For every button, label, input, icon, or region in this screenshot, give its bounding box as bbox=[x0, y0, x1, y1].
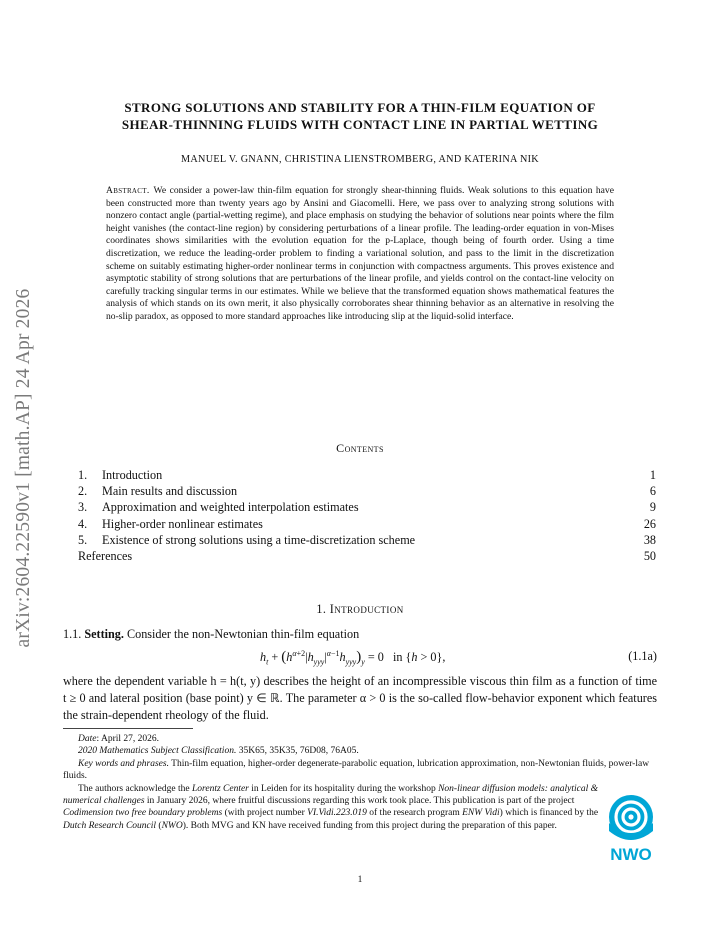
ack-text: in January 2026, where fruitful discussions regarding this work took place. This publication is part of the project bbox=[144, 796, 575, 807]
toc-page: 1 bbox=[649, 468, 656, 482]
ack-nwo: NWO bbox=[161, 820, 183, 831]
toc-title: Existence of strong solutions using a time-discretization scheme bbox=[102, 532, 416, 547]
abstract-text: We consider a power-law thin-film equation for strongly shear-thinning fluids. Weak solutions to this equation have been constructed more than twenty years ago by Ansini and Giacomelli. Here, we pass over to analyzing strong solutions with nonzero contact angle (partial-wetting regime), and place emphasis on studying the behavior of solutions near points where the film height vanishes (the contact-line region) by considering perturbations of a linear profile. The leading-order equation in von-Mises coordinates shows similarities with the evolution equation for the p-Laplace, though being of fourth order. Using a time discretization, we reduce the leading-order problem to finding a variational solution, and pass to the limit in the discretization scheme on suitably estimating higher-order nonlinear terms in conjunction with compactness arguments. This proves existence and asymptotic stability of strong solutions that are perturbations of the linear profile, and yields control on the contact-line velocity on carefully tracking singular terms in our estimates. While we believe that the transformed equation shows mathematical features the analysis of which stands on its own merit, it also physically corroborates shear thinning behavior as an alternative in resolving the no-slip paradox, as opposed to more standard approaches like introducing slip at the liquid-solid interface. bbox=[106, 185, 614, 322]
keywords-value: Thin-film equation, higher-order degenerate-parabolic equation, lubrication approximation, non-Newtonian fluids, power-law fluids. bbox=[63, 758, 650, 782]
toc-page: 26 bbox=[643, 516, 656, 531]
footnotes bbox=[63, 733, 657, 832]
footnote-keywords bbox=[63, 758, 657, 783]
ack-council: Dutch Research Council bbox=[63, 820, 157, 831]
toc-page: 50 bbox=[643, 548, 656, 563]
toc-page: 9 bbox=[649, 500, 656, 515]
intro-sentence: Consider the non-Newtonian thin-film equation bbox=[126, 627, 360, 641]
toc-title: References bbox=[78, 548, 133, 563]
body-paragraph: where the dependent variable h = h(t, y) describes the height of an incompressible viscous thin film as a function of time t ≥ 0 and lateral position (base point) y ∈ ℝ. The parameter α > 0 is the so-called flow-behavior exponent which features the strain-dependent rheology of the fluid. bbox=[63, 674, 657, 722]
toc-number: 5. bbox=[78, 532, 88, 547]
keywords-label: Key words and phrases. bbox=[78, 758, 169, 769]
contents-heading: Contents bbox=[336, 441, 384, 455]
ack-text: (with project number bbox=[222, 808, 308, 819]
msc-label: 2020 Mathematics Subject Classification. bbox=[78, 746, 237, 757]
ack-text: The authors acknowledge the bbox=[78, 783, 192, 794]
equation-formula: $h_t + (h^{\alpha+2}|h_{yyy}|^{\alpha-1}h_{yyy})_y = 0$ in {h > 0}, bbox=[260, 649, 446, 667]
ack-lorentz: Lorentz Center bbox=[191, 783, 249, 794]
toc-number: 4. bbox=[78, 516, 88, 531]
authors: MANUEL V. GNANN, CHRISTINA LIENSTROMBERG, AND KATERINA NIK bbox=[181, 154, 539, 165]
toc-number: 1. bbox=[78, 468, 88, 482]
ack-text: of the research program bbox=[366, 808, 463, 819]
toc-entry-higher-order[interactable] bbox=[78, 516, 656, 532]
abstract bbox=[106, 185, 614, 324]
date-label: Date bbox=[78, 734, 97, 744]
toc-entry-references[interactable] bbox=[78, 548, 656, 564]
toc-page: 6 bbox=[649, 484, 656, 499]
toc-entry-introduction[interactable] bbox=[78, 467, 656, 483]
ack-text: ) which is financed by the bbox=[499, 808, 599, 819]
arxiv-stamp[interactable]: arXiv:2604.22590v1 [math.AP] 24 Apr 2026 bbox=[13, 288, 34, 648]
toc-title: Approximation and weighted interpolation estimates bbox=[102, 500, 359, 515]
equation-tag: (1.1a) bbox=[628, 649, 657, 663]
nwo-logo-icon bbox=[607, 793, 655, 863]
toc-number: 2. bbox=[78, 484, 88, 499]
footnote-date bbox=[63, 733, 657, 745]
title-line-2: SHEAR-THINNING FLUIDS WITH CONTACT LINE IN PARTIAL WETTING bbox=[121, 117, 599, 132]
toc-page: 38 bbox=[643, 532, 656, 547]
ack-text: ). Both MVG and KN have received funding from this project during the preparation of this paper. bbox=[182, 820, 557, 831]
date-value: : April 27, 2026. bbox=[96, 734, 160, 744]
ack-program: ENW Vidi bbox=[462, 808, 500, 819]
ack-text: in Leiden for its hospitality during the workshop bbox=[248, 783, 439, 794]
ack-number: VI.Vidi.223.019 bbox=[307, 808, 367, 819]
title-line-1: STRONG SOLUTIONS AND STABILITY FOR A THIN-FILM EQUATION OF bbox=[124, 100, 596, 115]
page-number: 1 bbox=[357, 875, 363, 885]
footnote-msc bbox=[63, 745, 657, 757]
subsection-number: 1.1. bbox=[63, 627, 82, 641]
subsection-title: Setting. bbox=[84, 627, 124, 641]
abstract-label: Abstract. bbox=[106, 185, 150, 196]
toc-title: Main results and discussion bbox=[102, 484, 238, 499]
subsection-intro bbox=[63, 627, 657, 642]
msc-value: 35K65, 35K35, 76D08, 76A05. bbox=[236, 746, 359, 757]
paper-title bbox=[60, 99, 660, 133]
toc-entry-main-results[interactable] bbox=[78, 483, 656, 499]
toc-entry-approximation[interactable] bbox=[78, 499, 656, 515]
toc-number: 3. bbox=[78, 500, 88, 515]
footnote-rule bbox=[63, 728, 193, 729]
ack-workshop: Non-linear diffusion models: analytical & numerical challenges bbox=[63, 783, 598, 807]
equation-1-1a bbox=[60, 649, 657, 669]
toc-entry-existence[interactable] bbox=[78, 532, 656, 548]
toc-title: Higher-order nonlinear estimates bbox=[102, 516, 263, 531]
table-of-contents bbox=[78, 467, 656, 564]
nwo-logo-text: NWO bbox=[610, 845, 652, 863]
ack-text: ( bbox=[156, 820, 162, 831]
footnote-acknowledgement bbox=[63, 783, 603, 833]
section-heading: 1. Introduction bbox=[316, 602, 404, 616]
toc-title: Introduction bbox=[102, 468, 163, 482]
ack-project: Codimension two free boundary problems bbox=[63, 808, 223, 819]
